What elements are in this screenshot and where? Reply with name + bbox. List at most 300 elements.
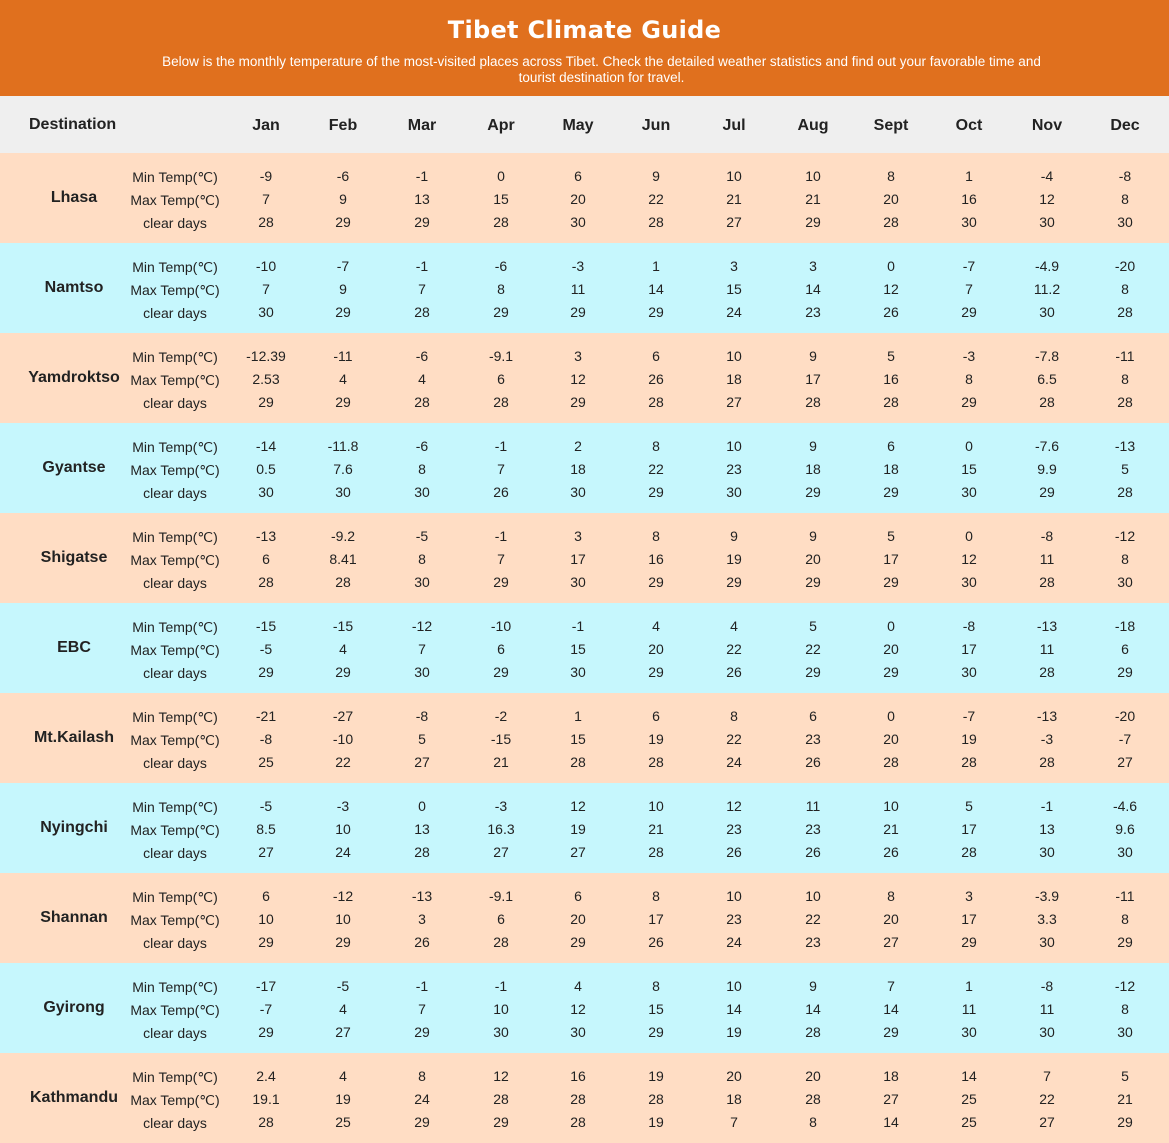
table-cell: 7.6 <box>333 461 353 477</box>
table-cell: 30 <box>726 484 742 500</box>
table-cell: -9.1 <box>488 888 514 904</box>
table-cell: 21 <box>493 754 509 770</box>
table-cell: -10 <box>332 731 354 747</box>
table-cell: -15 <box>332 618 354 634</box>
table-cell: 29 <box>961 394 977 410</box>
table-cell: -11 <box>333 348 353 364</box>
table-cell: 30 <box>335 484 351 500</box>
table-cell: 29 <box>335 304 351 320</box>
table-cell: -12 <box>1114 528 1136 544</box>
table-cell: 8 <box>1121 191 1129 207</box>
table-cell: 28 <box>1039 754 1055 770</box>
table-cell: 6 <box>262 551 270 567</box>
table-cell: 8 <box>1121 911 1129 927</box>
max-temp-label: Max Temp(℃) <box>130 462 220 478</box>
table-cell: 24 <box>726 304 742 320</box>
table-cell: 28 <box>648 754 664 770</box>
table-cell: 14 <box>883 1114 899 1130</box>
table-cell: 29 <box>883 1024 899 1040</box>
table-cell: 30 <box>1117 214 1133 230</box>
table-cell: -3.9 <box>1034 888 1060 904</box>
month-header-nov: Nov <box>1031 117 1063 134</box>
table-cell: -10 <box>255 258 277 274</box>
table-cell: 11 <box>570 281 586 297</box>
table-cell: 8.5 <box>256 821 276 837</box>
table-cell: 0.5 <box>256 461 276 477</box>
table-cell: 12 <box>883 281 899 297</box>
destination-name: Gyantse <box>42 459 106 476</box>
table-cell: 5 <box>887 348 895 364</box>
table-cell: -13 <box>255 528 277 544</box>
table-cell: -1 <box>494 978 508 994</box>
destination-name: Kathmandu <box>30 1089 118 1106</box>
table-cell: 22 <box>648 191 664 207</box>
table-cell: 18 <box>883 461 899 477</box>
table-cell: 26 <box>493 484 509 500</box>
destination-row-group <box>0 243 1169 333</box>
table-cell: 3 <box>574 528 582 544</box>
table-cell: 30 <box>961 214 977 230</box>
table-cell: 28 <box>805 1024 821 1040</box>
month-header-jun: Jun <box>641 117 671 134</box>
table-cell: 30 <box>961 1024 977 1040</box>
destination-name: EBC <box>57 639 91 656</box>
table-cell: 8 <box>887 168 895 184</box>
table-cell: -8 <box>415 708 429 724</box>
table-cell: 10 <box>726 168 742 184</box>
table-cell: 29 <box>258 394 274 410</box>
destination-row-group <box>0 693 1169 783</box>
table-cell: 20 <box>805 1068 821 1084</box>
month-header-dec: Dec <box>1110 117 1140 134</box>
table-cell: 30 <box>258 484 274 500</box>
destination-row-group <box>0 783 1169 873</box>
table-cell: 10 <box>726 348 742 364</box>
month-header-oct: Oct <box>955 117 983 134</box>
table-cell: 5 <box>1121 1068 1129 1084</box>
table-cell: 9 <box>339 191 347 207</box>
table-cell: 29 <box>961 304 977 320</box>
table-cell: 29 <box>648 1024 664 1040</box>
table-cell: -15 <box>490 731 512 747</box>
table-cell: 14 <box>726 1001 742 1017</box>
table-cell: 28 <box>414 304 430 320</box>
table-cell: -14 <box>255 438 277 454</box>
table-cell: 30 <box>570 1024 586 1040</box>
clear-days-label: clear days <box>143 665 207 681</box>
min-temp-label: Min Temp(℃) <box>132 619 218 635</box>
table-cell: 8 <box>1121 1001 1129 1017</box>
table-cell: 30 <box>570 664 586 680</box>
table-cell: 25 <box>258 754 274 770</box>
table-cell: 20 <box>570 911 586 927</box>
table-cell: 6 <box>497 371 505 387</box>
table-cell: 6 <box>574 168 582 184</box>
table-cell: 0 <box>965 528 973 544</box>
table-cell: 6 <box>497 641 505 657</box>
clear-days-label: clear days <box>143 575 207 591</box>
table-cell: -5 <box>259 641 273 657</box>
table-cell: 3 <box>809 258 817 274</box>
table-cell: 30 <box>1117 574 1133 590</box>
table-cell: 25 <box>961 1091 977 1107</box>
table-cell: 7 <box>418 281 426 297</box>
table-cell: 19 <box>648 731 664 747</box>
table-cell: 2 <box>574 438 582 454</box>
destination-name: Gyirong <box>43 999 105 1016</box>
table-cell: -2 <box>494 708 508 724</box>
table-cell: 29 <box>493 1114 509 1130</box>
table-cell: 25 <box>335 1114 351 1130</box>
table-cell: 28 <box>258 1114 274 1130</box>
table-cell: -7 <box>1118 731 1132 747</box>
table-cell: 16 <box>961 191 977 207</box>
table-cell: 12 <box>570 798 586 814</box>
table-cell: 30 <box>1039 934 1055 950</box>
table-cell: 10 <box>335 821 351 837</box>
destination-row-group <box>0 333 1169 423</box>
table-cell: -10 <box>490 618 512 634</box>
table-cell: 19 <box>961 731 977 747</box>
table-cell: 27 <box>493 844 509 860</box>
table-cell: 27 <box>335 1024 351 1040</box>
table-cell: 0 <box>497 168 505 184</box>
table-cell: -17 <box>255 978 277 994</box>
max-temp-label: Max Temp(℃) <box>130 372 220 388</box>
max-temp-label: Max Temp(℃) <box>130 282 220 298</box>
table-cell: 20 <box>883 191 899 207</box>
table-cell: 30 <box>570 214 586 230</box>
table-cell: 0 <box>887 258 895 274</box>
table-cell: 30 <box>961 574 977 590</box>
table-cell: 29 <box>1117 664 1133 680</box>
table-cell: 18 <box>570 461 586 477</box>
table-cell: 28 <box>805 394 821 410</box>
table-cell: 28 <box>805 1091 821 1107</box>
table-cell: 13 <box>414 821 430 837</box>
table-cell: 30 <box>1117 1024 1133 1040</box>
table-cell: 30 <box>493 1024 509 1040</box>
table-cell: 29 <box>335 664 351 680</box>
table-cell: 28 <box>570 1114 586 1130</box>
table-cell: 10 <box>726 978 742 994</box>
table-cell: 0 <box>418 798 426 814</box>
table-cell: 21 <box>726 191 742 207</box>
table-cell: 9 <box>809 348 817 364</box>
table-cell: 29 <box>805 214 821 230</box>
table-cell: 28 <box>1039 574 1055 590</box>
table-cell: 22 <box>805 911 821 927</box>
table-cell: 19 <box>648 1068 664 1084</box>
table-cell: 23 <box>726 911 742 927</box>
table-cell: 7 <box>887 978 895 994</box>
table-cell: 28 <box>258 214 274 230</box>
table-cell: -13 <box>411 888 433 904</box>
table-cell: 30 <box>570 484 586 500</box>
table-cell: -9 <box>259 168 273 184</box>
table-cell: 6 <box>574 888 582 904</box>
table-cell: 24 <box>726 934 742 950</box>
table-cell: 12 <box>493 1068 509 1084</box>
table-cell: -20 <box>1114 258 1136 274</box>
table-cell: 29 <box>414 1114 430 1130</box>
table-cell: 9.9 <box>1037 461 1057 477</box>
table-cell: 29 <box>805 574 821 590</box>
table-cell: 15 <box>726 281 742 297</box>
table-cell: 27 <box>258 844 274 860</box>
destination-name: Namtso <box>44 279 104 296</box>
table-cell: 8 <box>652 978 660 994</box>
table-cell: -4.6 <box>1112 798 1138 814</box>
table-cell: 26 <box>414 934 430 950</box>
table-cell: -5 <box>415 528 429 544</box>
table-cell: 22 <box>726 641 742 657</box>
table-cell: -6 <box>415 348 429 364</box>
table-cell: 11 <box>1039 551 1055 567</box>
table-cell: 10 <box>805 888 821 904</box>
table-cell: 29 <box>493 304 509 320</box>
table-cell: -1 <box>415 978 429 994</box>
table-cell: 12 <box>726 798 742 814</box>
table-cell: 24 <box>414 1091 430 1107</box>
table-cell: 8 <box>418 461 426 477</box>
table-cell: 19 <box>648 1114 664 1130</box>
clear-days-label: clear days <box>143 1025 207 1041</box>
destination-name: Mt.Kailash <box>33 729 114 746</box>
max-temp-label: Max Temp(℃) <box>130 552 220 568</box>
max-temp-label: Max Temp(℃) <box>130 192 220 208</box>
table-cell: -3 <box>336 798 350 814</box>
table-cell: 7 <box>965 281 973 297</box>
table-cell: 12 <box>570 371 586 387</box>
table-cell: -9.1 <box>488 348 514 364</box>
table-cell: 21 <box>1117 1091 1133 1107</box>
table-cell: 6.5 <box>1037 371 1057 387</box>
table-cell: 27 <box>414 754 430 770</box>
table-cell: 21 <box>648 821 664 837</box>
table-cell: 12 <box>570 1001 586 1017</box>
table-cell: 4 <box>574 978 582 994</box>
min-temp-label: Min Temp(℃) <box>132 979 218 995</box>
table-cell: 16.3 <box>487 821 515 837</box>
table-cell: 4 <box>339 371 347 387</box>
table-cell: 19 <box>570 821 586 837</box>
table-cell: 29 <box>883 484 899 500</box>
table-cell: 18 <box>726 371 742 387</box>
table-cell: -12 <box>332 888 354 904</box>
table-cell: -8 <box>1040 978 1054 994</box>
clear-days-label: clear days <box>143 1115 207 1131</box>
table-cell: 4 <box>339 641 347 657</box>
table-cell: 30 <box>570 574 586 590</box>
destination-column-header: Destination <box>29 116 117 133</box>
table-cell: 0 <box>965 438 973 454</box>
table-cell: 7 <box>1043 1068 1051 1084</box>
clear-days-label: clear days <box>143 395 207 411</box>
table-cell: -8 <box>1040 528 1054 544</box>
table-cell: 7 <box>418 1001 426 1017</box>
table-cell: -3 <box>1040 731 1054 747</box>
table-cell: 27 <box>1117 754 1133 770</box>
table-cell: 8 <box>652 528 660 544</box>
table-cell: 29 <box>493 664 509 680</box>
destination-row-group <box>0 873 1169 963</box>
table-cell: 29 <box>961 934 977 950</box>
table-cell: 29 <box>414 214 430 230</box>
table-cell: 29 <box>883 574 899 590</box>
table-cell: 29 <box>1039 484 1055 500</box>
page-banner <box>0 0 1169 96</box>
table-cell: -1 <box>415 168 429 184</box>
table-cell: 18 <box>726 1091 742 1107</box>
table-cell: 23 <box>726 461 742 477</box>
table-cell: 5 <box>887 528 895 544</box>
table-cell: -4.9 <box>1034 258 1060 274</box>
table-cell: 8 <box>1121 371 1129 387</box>
table-cell: 8 <box>1121 281 1129 297</box>
table-cell: 29 <box>648 304 664 320</box>
table-cell: 1 <box>965 978 973 994</box>
table-cell: -12.39 <box>246 348 286 364</box>
table-cell: 30 <box>414 484 430 500</box>
table-cell: -13 <box>1036 618 1058 634</box>
table-cell: 22 <box>726 731 742 747</box>
table-cell: 10 <box>258 911 274 927</box>
table-cell: 29 <box>648 484 664 500</box>
table-cell: 30 <box>1039 304 1055 320</box>
table-cell: 20 <box>805 551 821 567</box>
table-cell: 9 <box>339 281 347 297</box>
table-cell: 7 <box>497 461 505 477</box>
month-header-mar: Mar <box>407 117 437 134</box>
table-cell: 28 <box>961 754 977 770</box>
table-cell: 7 <box>262 281 270 297</box>
table-cell: 23 <box>805 304 821 320</box>
table-cell: 9 <box>809 528 817 544</box>
table-cell: 15 <box>648 1001 664 1017</box>
destination-row-group <box>0 423 1169 513</box>
table-cell: 29 <box>805 484 821 500</box>
table-cell: 26 <box>648 371 664 387</box>
table-cell: 14 <box>805 1001 821 1017</box>
table-cell: 16 <box>648 551 664 567</box>
table-cell: 10 <box>726 888 742 904</box>
table-cell: 18 <box>805 461 821 477</box>
table-cell: -5 <box>336 978 350 994</box>
min-temp-label: Min Temp(℃) <box>132 799 218 815</box>
table-cell: 29 <box>1117 934 1133 950</box>
table-cell: 10 <box>883 798 899 814</box>
table-cell: 29 <box>648 664 664 680</box>
table-cell: 30 <box>414 664 430 680</box>
table-cell: -11 <box>1115 888 1135 904</box>
table-cell: 14 <box>805 281 821 297</box>
max-temp-label: Max Temp(℃) <box>130 822 220 838</box>
table-cell: 14 <box>883 1001 899 1017</box>
table-cell: 11 <box>1039 641 1055 657</box>
max-temp-label: Max Temp(℃) <box>130 1092 220 1108</box>
table-cell: 0 <box>887 618 895 634</box>
max-temp-label: Max Temp(℃) <box>130 642 220 658</box>
table-cell: -7 <box>962 708 976 724</box>
table-cell: -3 <box>962 348 976 364</box>
table-cell: 15 <box>961 461 977 477</box>
table-cell: 28 <box>414 844 430 860</box>
table-cell: 17 <box>883 551 899 567</box>
table-cell: 22 <box>805 641 821 657</box>
table-cell: 4 <box>339 1068 347 1084</box>
table-cell: 30 <box>1117 844 1133 860</box>
table-cell: 24 <box>335 844 351 860</box>
table-cell: 3.3 <box>1037 911 1057 927</box>
table-cell: 15 <box>570 641 586 657</box>
table-cell: 30 <box>961 484 977 500</box>
table-cell: 28 <box>258 574 274 590</box>
table-cell: 26 <box>805 754 821 770</box>
table-cell: 28 <box>883 754 899 770</box>
table-cell: 28 <box>1039 664 1055 680</box>
clear-days-label: clear days <box>143 845 207 861</box>
table-cell: 27 <box>726 214 742 230</box>
table-cell: 7 <box>418 641 426 657</box>
table-cell: 8 <box>809 1114 817 1130</box>
table-cell: 28 <box>648 214 664 230</box>
table-cell: 1 <box>965 168 973 184</box>
table-cell: 26 <box>883 844 899 860</box>
destination-name: Yamdroktso <box>28 369 120 386</box>
table-cell: 8 <box>418 1068 426 1084</box>
table-cell: 17 <box>570 551 586 567</box>
table-cell: -6 <box>494 258 508 274</box>
table-cell: 29 <box>414 1024 430 1040</box>
table-cell: 28 <box>648 394 664 410</box>
table-cell: 17 <box>648 911 664 927</box>
table-cell: 6 <box>809 708 817 724</box>
table-cell: 6 <box>887 438 895 454</box>
destination-name: Shigatse <box>40 549 108 566</box>
table-cell: 15 <box>493 191 509 207</box>
table-cell: 29 <box>258 664 274 680</box>
table-cell: 20 <box>648 641 664 657</box>
table-cell: -20 <box>1114 708 1136 724</box>
table-cell: -6 <box>415 438 429 454</box>
table-cell: -7 <box>336 258 350 274</box>
table-cell: 5 <box>809 618 817 634</box>
table-cell: -13 <box>1114 438 1136 454</box>
destination-name: Shannan <box>40 909 108 926</box>
table-cell: 28 <box>883 214 899 230</box>
table-cell: 29 <box>570 304 586 320</box>
table-cell: 6 <box>497 911 505 927</box>
table-cell: 28 <box>414 394 430 410</box>
table-cell: 20 <box>570 191 586 207</box>
table-cell: 12 <box>961 551 977 567</box>
table-cell: 8 <box>652 438 660 454</box>
table-cell: 10 <box>335 911 351 927</box>
table-cell: 24 <box>726 754 742 770</box>
table-cell: 7 <box>497 551 505 567</box>
table-cell: 11 <box>805 798 821 814</box>
table-cell: 8 <box>965 371 973 387</box>
table-cell: 28 <box>493 394 509 410</box>
table-cell: 10 <box>805 168 821 184</box>
table-cell: 8.41 <box>329 551 357 567</box>
table-cell: 23 <box>805 821 821 837</box>
table-cell: 29 <box>726 574 742 590</box>
month-header-apr: Apr <box>487 117 515 134</box>
table-cell: 30 <box>258 304 274 320</box>
month-header-sept: Sept <box>873 117 909 134</box>
